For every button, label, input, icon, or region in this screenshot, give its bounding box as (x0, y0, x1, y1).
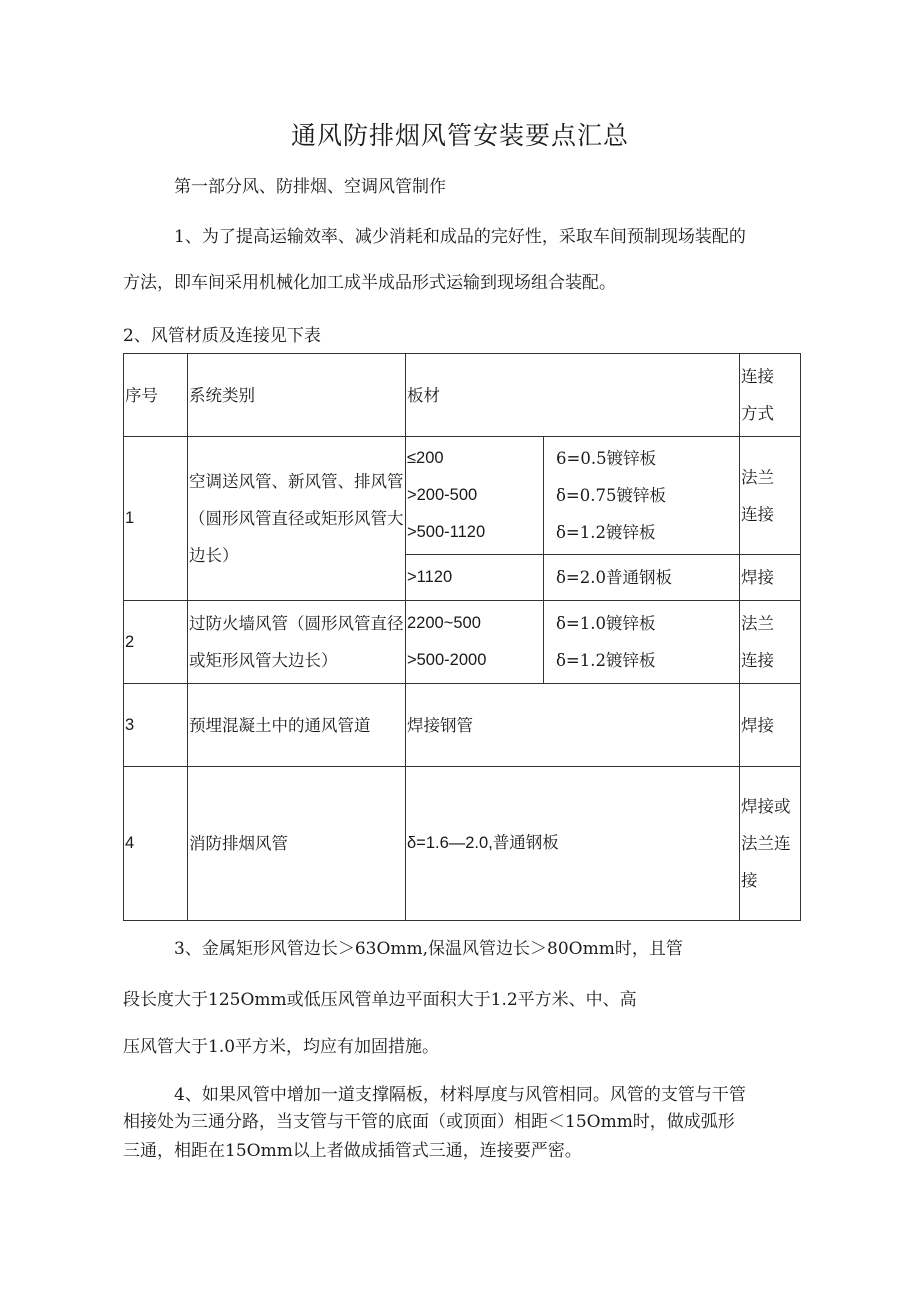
row-1b-size: >1120 (406, 555, 544, 601)
table-row (124, 767, 801, 921)
paragraph-4-line-1: 4、如果风管中增加一道支撑隔板，材料厚度与风管相同。风管的支管与干管 (174, 1085, 746, 1105)
row-3-system: 预埋混凝土中的通风管道 (188, 684, 406, 767)
table-header-row (124, 354, 801, 437)
table-row (124, 601, 801, 684)
row-2-no: 2 (124, 601, 188, 684)
row-3-connect: 焊接 (740, 684, 801, 767)
row-4-no: 4 (124, 767, 188, 921)
header-connect: 连接 方式 (740, 354, 801, 437)
section-heading: 第一部分风、防排烟、空调风管制作 (174, 177, 446, 197)
paragraph-4-line-2: 相接处为三通分路，当支管与干管的底面（或顶面）相距＜15Omm时，做成弧形 (123, 1112, 735, 1132)
row-3-plate: 焊接钢管 (406, 684, 740, 767)
row-2-size: 2200~500 >500-2000 (406, 601, 544, 684)
header-no: 序号 (124, 354, 188, 437)
header-plate: 板材 (406, 354, 740, 437)
paragraph-3-line-3: 压风管大于1.0平方米，均应有加固措施。 (123, 1037, 440, 1057)
table-row (124, 437, 801, 555)
paragraph-3-line-2: 段长度大于125Omm或低压风管单边平面积大于1.2平方米、中、高 (123, 990, 637, 1010)
row-1-system: 空调送风管、新风管、排风管（圆形风管直径或矩形风管大边长） (188, 437, 406, 601)
paragraph-4-line-3: 三通，相距在15Omm以上者做成插管式三通，连接要严密。 (123, 1141, 582, 1161)
row-1a-connect: 法兰 连接 (740, 437, 801, 555)
row-4-plate: δ=1.6—2.0,普通钢板 (406, 767, 740, 921)
row-1a-material: 6=0.5镀锌板 δ=0.75镀锌板 δ=1.2镀锌板 (544, 437, 740, 555)
row-1-no: 1 (124, 437, 188, 601)
row-4-system: 消防排烟风管 (188, 767, 406, 921)
duct-material-table (123, 353, 801, 921)
row-2-material: δ=1.0镀锌板 δ=1.2镀锌板 (544, 601, 740, 684)
row-4-connect: 焊接或 法兰连 接 (740, 767, 801, 921)
header-system: 系统类别 (188, 354, 406, 437)
row-2-system: 过防火墙风管（圆形风管直径或矩形风管大边长） (188, 601, 406, 684)
paragraph-3-line-1: 3、金属矩形风管边长＞63Omm,保温风管边长＞80Omm时，且管 (174, 939, 683, 959)
row-2-connect: 法兰 连接 (740, 601, 801, 684)
row-1b-material: δ=2.0普通钢板 (544, 555, 740, 601)
row-1a-size: ≤200 >200-500 >500-1120 (406, 437, 544, 555)
paragraph-2: 2、风管材质及连接见下表 (123, 326, 321, 346)
row-3-no: 3 (124, 684, 188, 767)
page-title: 通风防排烟风管安装要点汇总 (290, 121, 629, 150)
paragraph-1-line-1: 1、为了提高运输效率、减少消耗和成品的完好性，采取车间预制现场装配的 (174, 227, 746, 247)
paragraph-1-line-2: 方法，即车间采用机械化加工成半成品形式运输到现场组合装配。 (123, 273, 616, 293)
table-row (124, 684, 801, 767)
row-1b-connect: 焊接 (740, 555, 801, 601)
